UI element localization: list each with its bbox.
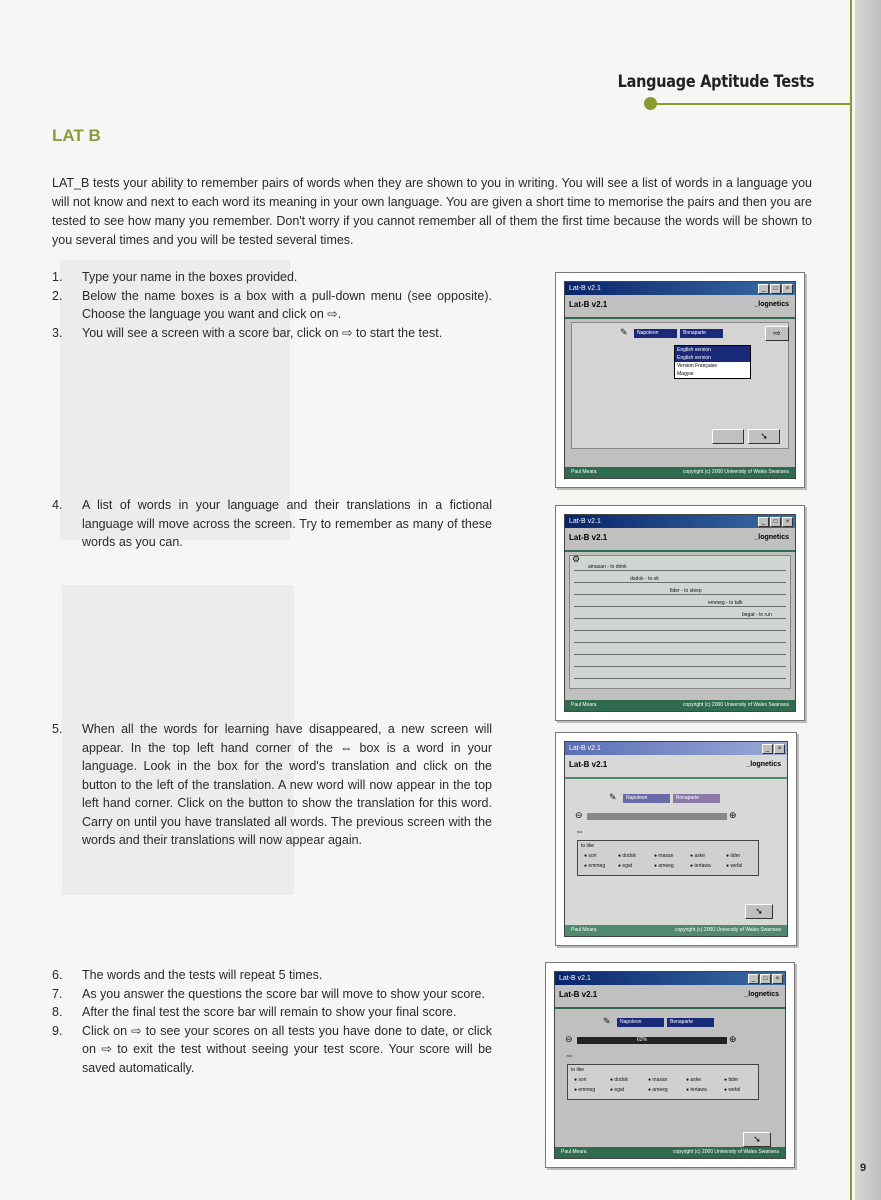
pencil-icon: ✎: [609, 792, 617, 802]
answer-option[interactable]: ameeg: [658, 863, 674, 869]
app-header: [565, 528, 795, 552]
close-icon[interactable]: ×: [774, 744, 785, 754]
screenshot-final-score: [545, 962, 795, 1168]
app-title: Lat-B v2.1: [569, 760, 608, 769]
page-number: 9: [860, 1162, 867, 1174]
status-bar: [565, 700, 795, 711]
score-plus-icon: ⊕: [729, 1034, 737, 1044]
first-name-input[interactable]: Napoleon: [634, 329, 677, 338]
answer-option[interactable]: aske: [694, 853, 705, 859]
steps-list-3: [52, 720, 492, 850]
status-copyright: copyright (c) 2000 University of Wales Swansea: [683, 469, 789, 475]
answer-option[interactable]: dodok: [614, 1077, 629, 1083]
window-title: Lat-B v2.1: [559, 975, 591, 982]
steps-list-2: [52, 496, 492, 552]
step-item: [52, 287, 492, 324]
go-arrow-button[interactable]: ⇨: [765, 326, 789, 341]
status-copyright: copyright (c) 2000 University of Wales Swansea: [673, 1149, 779, 1155]
step-item: [52, 496, 492, 552]
floating-word: amasan - to drink: [588, 564, 627, 570]
answer-option[interactable]: wefal: [728, 1087, 741, 1093]
floating-word: dodok - to sit: [630, 576, 659, 582]
intro-paragraph: LAT_B tests your ability to remember pairs of words when they are shown to you in writing. You will see a list of words in a language you will not know and next to each word its meaning in your own language. You are given a short time to memorise the pairs and then you are tested to see how many you remember. Don't worry if you cannot remember all of them the first time because the words will be shown to you several times and you will be tested several times.: [52, 176, 812, 247]
window-titlebar: [565, 742, 787, 755]
step-item: [52, 268, 492, 287]
step-item: [52, 966, 492, 985]
score-bar: [577, 1037, 727, 1044]
screenshot-word-list: [555, 505, 805, 721]
score-bar: [587, 813, 727, 820]
brand-logo: _lognetics: [744, 991, 779, 998]
first-name-field: Napoleon: [617, 1018, 664, 1027]
app-header: [555, 985, 785, 1009]
step-number: 3.: [52, 325, 63, 340]
margin-rule: [850, 0, 852, 1200]
answer-option[interactable]: tertawa: [690, 1087, 707, 1093]
swap-arrows-icon: ⇔: [565, 1050, 574, 1060]
brand-logo: _lognetics: [754, 534, 789, 541]
header-rule: [650, 103, 852, 105]
window-titlebar: [565, 515, 795, 528]
window-titlebar: [565, 282, 795, 295]
step-text: When all the words for learning have disappeared, a new screen will appear. In the top left hand corner of the ⇔ box is a word in your language. Look in the box for the word's translation and click on the button to the left of the translation. A new word will now appear in the top left hand corner. Click on the button to show the translation for this word. Carry on until you have translated all words. The previous screen with the words and their translations will now appear again.: [82, 722, 492, 847]
app-header: [565, 755, 787, 779]
status-bar: [565, 467, 795, 478]
pencil-icon: ✎: [620, 327, 628, 337]
answer-option[interactable]: masan: [658, 853, 674, 859]
answer-option[interactable]: tider: [728, 1077, 739, 1083]
floating-word: begat - to run: [742, 612, 772, 618]
close-icon[interactable]: ×: [772, 974, 783, 984]
answer-option[interactable]: egat: [614, 1087, 625, 1093]
status-bar: [555, 1147, 785, 1158]
floating-word: emmeg - to talk: [708, 600, 743, 606]
prompt-word: to like: [581, 843, 595, 849]
step-text: Below the name boxes is a box with a pull-down menu (see opposite). Choose the language you want and click on ⇨.: [82, 288, 492, 321]
floating-word: fider - to sleep: [670, 588, 702, 594]
screenshot-language-select: [555, 272, 805, 488]
step-text: The words and the tests will repeat 5 times.: [82, 968, 323, 982]
dropdown-option[interactable]: Version Française: [677, 363, 718, 369]
step-number: 7.: [52, 986, 63, 1001]
last-name-field: Bonaparte: [673, 794, 720, 803]
app-title: Lat-B v2.1: [569, 300, 608, 309]
close-icon[interactable]: ×: [782, 284, 793, 294]
step-number: 5.: [52, 722, 63, 736]
maximize-icon[interactable]: □: [770, 284, 781, 294]
maximize-icon[interactable]: □: [760, 974, 771, 984]
answer-option[interactable]: wefal: [730, 863, 743, 869]
status-author: Paul Meara: [571, 469, 597, 475]
step-number: 4.: [52, 498, 63, 512]
last-name-field: Bonaparte: [667, 1018, 714, 1027]
app-title: Lat-B v2.1: [569, 533, 608, 542]
close-icon[interactable]: ×: [782, 517, 793, 527]
step-number: 9.: [52, 1023, 63, 1038]
step-number: 8.: [52, 1005, 63, 1019]
window-title: Lat-B v2.1: [569, 745, 601, 752]
word-panel: [569, 555, 791, 689]
step-item: [52, 985, 492, 1004]
app-header: [565, 295, 795, 319]
minimize-icon[interactable]: _: [758, 284, 769, 294]
dropdown-option[interactable]: Magyar: [677, 371, 694, 377]
step-text: As you answer the questions the score bar will move to show your score.: [82, 986, 485, 1001]
section-title: LAT B: [52, 126, 101, 145]
header-bullet-dot: [644, 97, 657, 110]
answer-option[interactable]: masan: [652, 1077, 668, 1083]
steps-list-1: [52, 268, 492, 342]
status-copyright: copyright (c) 2000 University of Wales Swansea: [683, 702, 789, 708]
window-title: Lat-B v2.1: [569, 518, 601, 525]
dropdown-current-value[interactable]: English version: [675, 346, 750, 354]
prompt-word: to like: [571, 1067, 585, 1073]
step-text: Click on ⇨ to see your scores on all tests you have done to date, or click on ⇨ to exit the test without seeing your test score. Your score will be saved automatically.: [82, 1023, 492, 1075]
step-item: [52, 324, 492, 343]
window-titlebar: [555, 972, 785, 985]
minimize-icon[interactable]: _: [748, 974, 759, 984]
answer-option[interactable]: ameeg: [652, 1087, 668, 1093]
answer-option[interactable]: emmeg: [588, 863, 606, 869]
screenshot-test-screen: [555, 732, 797, 946]
answer-option[interactable]: tider: [730, 853, 741, 859]
status-author: Paul Meara: [571, 702, 597, 708]
first-name-field: Napoleon: [623, 794, 670, 803]
steps-list-4: [52, 966, 492, 1077]
brand-logo: _lognetics: [754, 301, 789, 308]
settings-icon: ⚙: [572, 554, 581, 564]
status-author: Paul Meara: [571, 927, 597, 933]
name-panel: [571, 322, 789, 449]
swap-arrows-icon: ⇔: [575, 826, 584, 836]
minimize-icon[interactable]: _: [762, 744, 773, 754]
minimize-icon[interactable]: _: [758, 517, 769, 527]
score-value: 62%: [637, 1037, 648, 1043]
answer-options-box: to like ● sori ● dodok ● masan ● aske ● tider ● emmeg ● egat ● ameeg ● tertawa ● wefal: [567, 1064, 759, 1100]
pencil-icon: ✎: [603, 1016, 611, 1026]
answer-option[interactable]: sori: [588, 853, 597, 859]
answer-option[interactable]: egat: [622, 863, 633, 869]
step-text: After the final test the score bar will remain to show your final score.: [82, 1005, 457, 1019]
answer-option[interactable]: dodok: [622, 853, 637, 859]
exit-arrow-button[interactable]: ➘: [745, 904, 773, 919]
running-header: Language Aptitude Tests: [617, 72, 814, 92]
step-number: 6.: [52, 968, 63, 982]
step-item: [52, 1022, 492, 1078]
blank-button[interactable]: [712, 429, 744, 444]
app-window: [554, 971, 786, 1159]
step-text: A list of words in your language and their translations in a fictional language will move across the screen. Try to remember as many of these words as you can.: [82, 498, 492, 549]
status-copyright: copyright (c) 2000 University of Wales Swansea: [675, 927, 781, 933]
answer-options-box: to like ● sori ● dodok ● masan ● aske ● tider ● emmeg ● egat ● ameeg ● tertawa ● wefal: [577, 840, 759, 876]
language-dropdown[interactable]: [674, 345, 751, 379]
score-minus-icon: ⊖: [565, 1034, 573, 1044]
dropdown-option[interactable]: English version: [675, 354, 750, 362]
step-text: Type your name in the boxes provided.: [82, 270, 298, 284]
step-number: 1.: [52, 270, 63, 284]
exit-arrow-button[interactable]: ➘: [743, 1132, 771, 1147]
score-plus-icon: ⊕: [729, 810, 737, 820]
step-number: 2.: [52, 288, 63, 303]
step-text: You will see a screen with a score bar, click on ⇨ to start the test.: [82, 325, 443, 340]
exit-arrow-button[interactable]: ➘: [748, 429, 780, 444]
answer-option[interactable]: sori: [578, 1077, 587, 1083]
page-edge: [855, 0, 881, 1200]
app-window: [564, 741, 788, 937]
answer-option[interactable]: aske: [690, 1077, 701, 1083]
step-item: [52, 1003, 492, 1022]
status-bar: [565, 925, 787, 936]
brand-logo: _lognetics: [746, 761, 781, 768]
app-window: [564, 514, 796, 712]
last-name-input[interactable]: Bonaparte: [680, 329, 723, 338]
answer-option[interactable]: emmeg: [578, 1087, 596, 1093]
window-title: Lat-B v2.1: [569, 285, 601, 292]
step-item: [52, 720, 492, 850]
answer-option[interactable]: tertawa: [694, 863, 711, 869]
app-title: Lat-B v2.1: [559, 990, 598, 999]
status-author: Paul Meara: [561, 1149, 587, 1155]
score-minus-icon: ⊖: [575, 810, 583, 820]
maximize-icon[interactable]: □: [770, 517, 781, 527]
app-window: [564, 281, 796, 479]
